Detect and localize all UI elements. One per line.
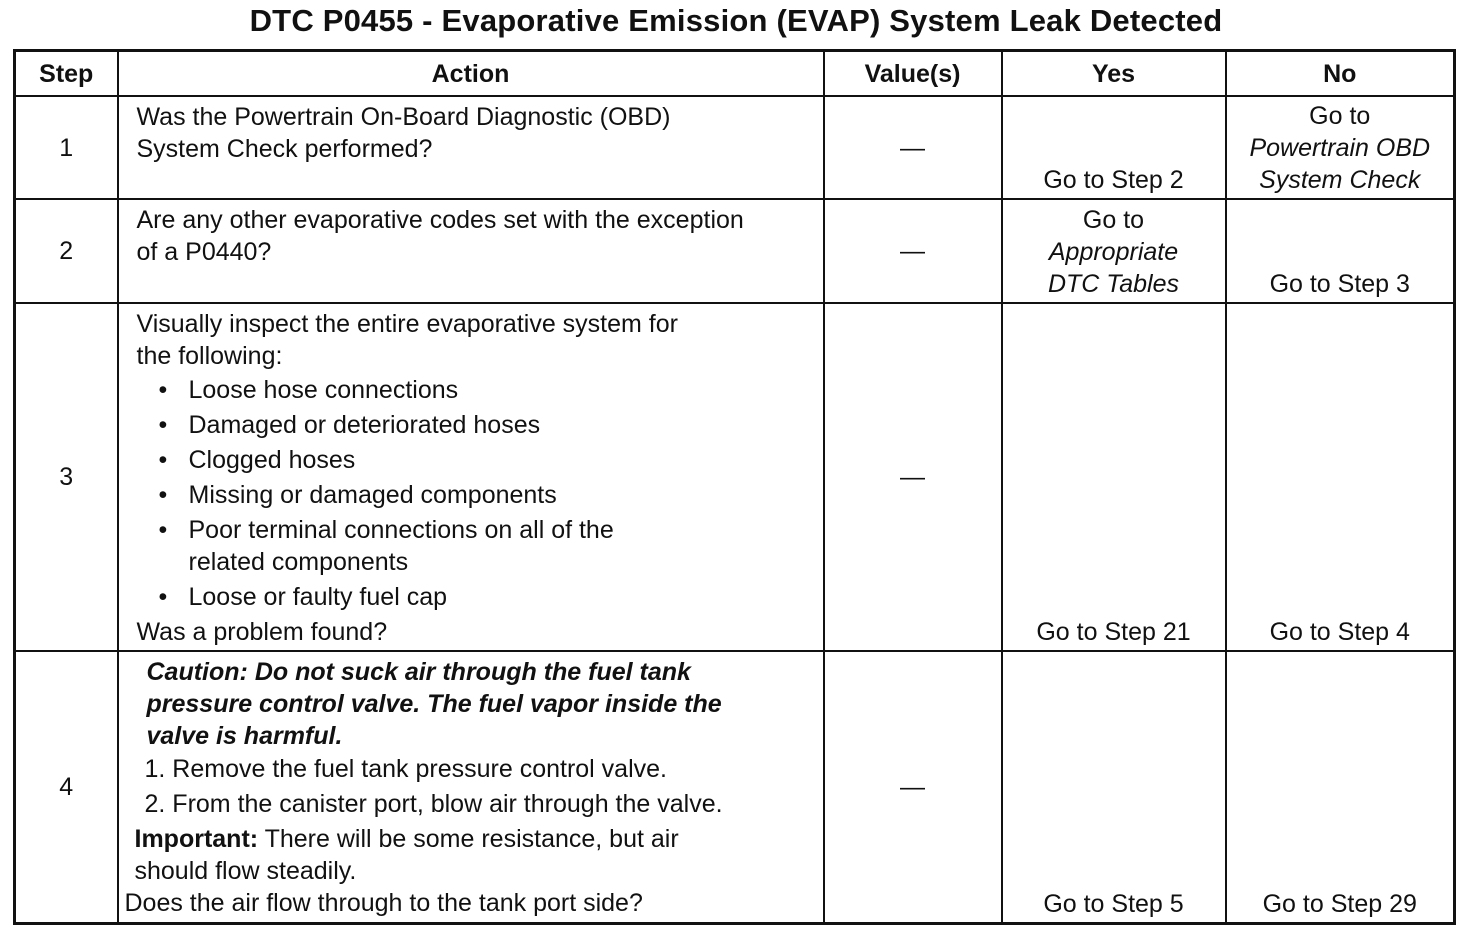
important-text: There will be some resistance, but air should flow steadily. <box>134 825 679 885</box>
yes-link-text: Appropriate <box>1048 238 1179 266</box>
caution-text: Caution: Do not suck air through the fuel tank pressure control valve. The fuel vapor inside the valve is harmful. <box>146 658 722 750</box>
no-cell: Go to Step 29 <box>1226 651 1455 923</box>
yes-cell <box>1002 199 1226 303</box>
yes-link-text: DTC Tables <box>1047 270 1180 298</box>
bullet-icon: • <box>158 516 168 544</box>
table-row <box>15 199 1455 303</box>
bullet-icon: • <box>158 481 168 509</box>
list-item: • Poor terminal connections on all of the related components <box>158 516 614 576</box>
value-cell: — <box>824 96 1002 199</box>
bullet-icon: • <box>158 446 168 474</box>
action-cell <box>118 96 824 199</box>
value-cell: — <box>824 651 1002 923</box>
list-item: • Damaged or deteriorated hoses <box>158 411 541 439</box>
action-text: Was the Powertrain On-Board Diagnostic (OBD) <box>136 103 671 131</box>
value-cell: — <box>824 303 1002 651</box>
bullet-icon: • <box>158 411 168 439</box>
procedure-list <box>125 753 817 820</box>
inspection-list <box>137 374 817 613</box>
yes-cell: Go to Step 21 <box>1002 303 1226 651</box>
step-number: 1 <box>15 96 118 199</box>
important-label: Important: <box>134 825 259 853</box>
header-action: Action <box>118 51 824 97</box>
action-text: Visually inspect the entire evaporative system for <box>136 310 678 338</box>
no-link-text: Powertrain OBD <box>1249 134 1431 162</box>
question-text: Was a problem found? <box>136 618 388 646</box>
no-prefix: Go to <box>1309 102 1371 130</box>
step-number: 2 <box>15 199 118 303</box>
action-text: of a P0440? <box>136 238 272 266</box>
no-cell: Go to Step 4 <box>1226 303 1455 651</box>
header-values: Value(s) <box>824 51 1002 97</box>
important-note <box>125 823 755 887</box>
header-step: Step <box>15 51 118 97</box>
list-item: • Clogged hoses <box>158 446 356 474</box>
action-cell <box>118 199 824 303</box>
value-cell: — <box>824 199 1002 303</box>
action-cell <box>118 303 824 651</box>
no-link-text: System Check <box>1259 166 1421 194</box>
list-item: • Loose or faulty fuel cap <box>158 583 447 611</box>
table-row <box>15 96 1455 199</box>
list-item: 2. From the canister port, blow air through the valve. <box>144 790 723 818</box>
action-cell <box>118 651 824 923</box>
header-no: No <box>1226 51 1455 97</box>
table-row <box>15 303 1455 651</box>
list-item: • Loose hose connections <box>158 376 459 404</box>
no-cell <box>1226 96 1455 199</box>
page-title: DTC P0455 - Evaporative Emission (EVAP) System Leak Detected <box>249 3 1223 38</box>
yes-cell: Go to Step 2 <box>1002 96 1226 199</box>
yes-cell: Go to Step 5 <box>1002 651 1226 923</box>
yes-prefix: Go to <box>1082 206 1145 234</box>
step-number: 4 <box>15 651 118 923</box>
list-item: 1. Remove the fuel tank pressure control valve. <box>144 755 667 783</box>
step-number: 3 <box>15 303 118 651</box>
bullet-icon: • <box>158 376 168 404</box>
action-text: Are any other evaporative codes set with the exception <box>136 206 744 234</box>
table-header-row <box>15 51 1455 97</box>
question-text: Does the air flow through to the tank port side? <box>124 889 643 917</box>
no-cell: Go to Step 3 <box>1226 199 1455 303</box>
bullet-icon: • <box>158 583 168 611</box>
list-item: • Missing or damaged components <box>158 481 557 509</box>
diagnostic-table <box>13 49 1456 925</box>
action-text: the following: <box>136 342 283 370</box>
header-yes: Yes <box>1002 51 1226 97</box>
table-row <box>15 651 1455 923</box>
action-text: System Check performed? <box>136 135 433 163</box>
